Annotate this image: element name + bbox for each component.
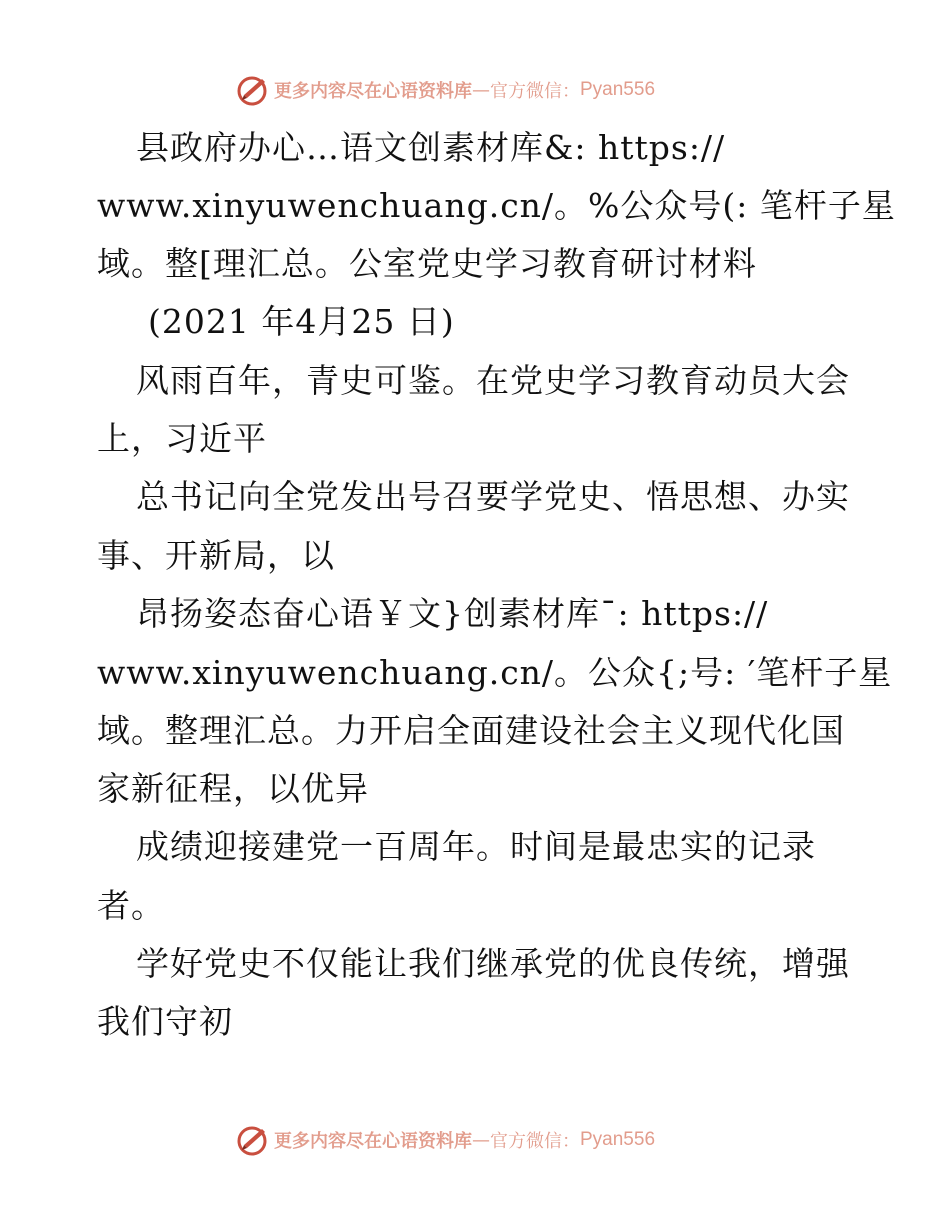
- text-line: www.xinyuwenchuang.cn/。公众{;号: ′笔杆子星: [97, 653, 893, 692]
- footer-banner-text: 更多内容尽在心语资料库: [274, 1131, 472, 1152]
- text-line: 学好党史不仅能让我们继承党的优良传统，增强: [136, 944, 850, 983]
- text-line: 事、开新局，以: [97, 536, 335, 575]
- text-line: 家新征程，以优异: [97, 769, 369, 808]
- header-banner-separator: —: [472, 79, 490, 101]
- header-banner: [236, 72, 655, 108]
- text-line: 县政府办心…语文创素材库&: https://: [136, 128, 726, 167]
- text-line: 总书记向全党发出号召要学党史、悟思想、办实: [136, 477, 850, 516]
- date-line: (2021 年4月25 日): [148, 302, 455, 341]
- text-line: 风雨百年，青史可鉴。在党史学习教育动员大会: [136, 361, 850, 400]
- text-line: 上，习近平: [97, 419, 267, 458]
- footer-wechat-label: 官方微信：: [490, 1131, 580, 1152]
- text-line: 域。整理汇总。力开启全面建设社会主义现代化国: [97, 711, 845, 750]
- text-line: 者。: [97, 886, 165, 925]
- text-line: 我们守初: [97, 1002, 233, 1041]
- text-line: 成绩迎接建党一百周年。时间是最忠实的记录: [136, 827, 816, 866]
- header-banner-text: 更多内容尽在心语资料库: [274, 81, 472, 102]
- footer-wechat-id: Pyan556: [580, 1129, 656, 1150]
- header-wechat-id: Pyan556: [580, 79, 656, 100]
- footer-banner-separator: —: [472, 1129, 490, 1151]
- header-wechat-label: 官方微信：: [490, 81, 580, 102]
- text-line: www.xinyuwenchuang.cn/。%公众号(: 笔杆子星: [97, 186, 896, 225]
- pen-logo-icon: [236, 1123, 270, 1157]
- text-line: 域。整[理汇总。公室党史学习教育研讨材料: [97, 244, 757, 283]
- footer-banner: [236, 1122, 655, 1158]
- text-line: 昂扬姿态奋心语￥文}创素材库¯: https://: [136, 594, 769, 633]
- pen-logo-icon: [236, 73, 270, 107]
